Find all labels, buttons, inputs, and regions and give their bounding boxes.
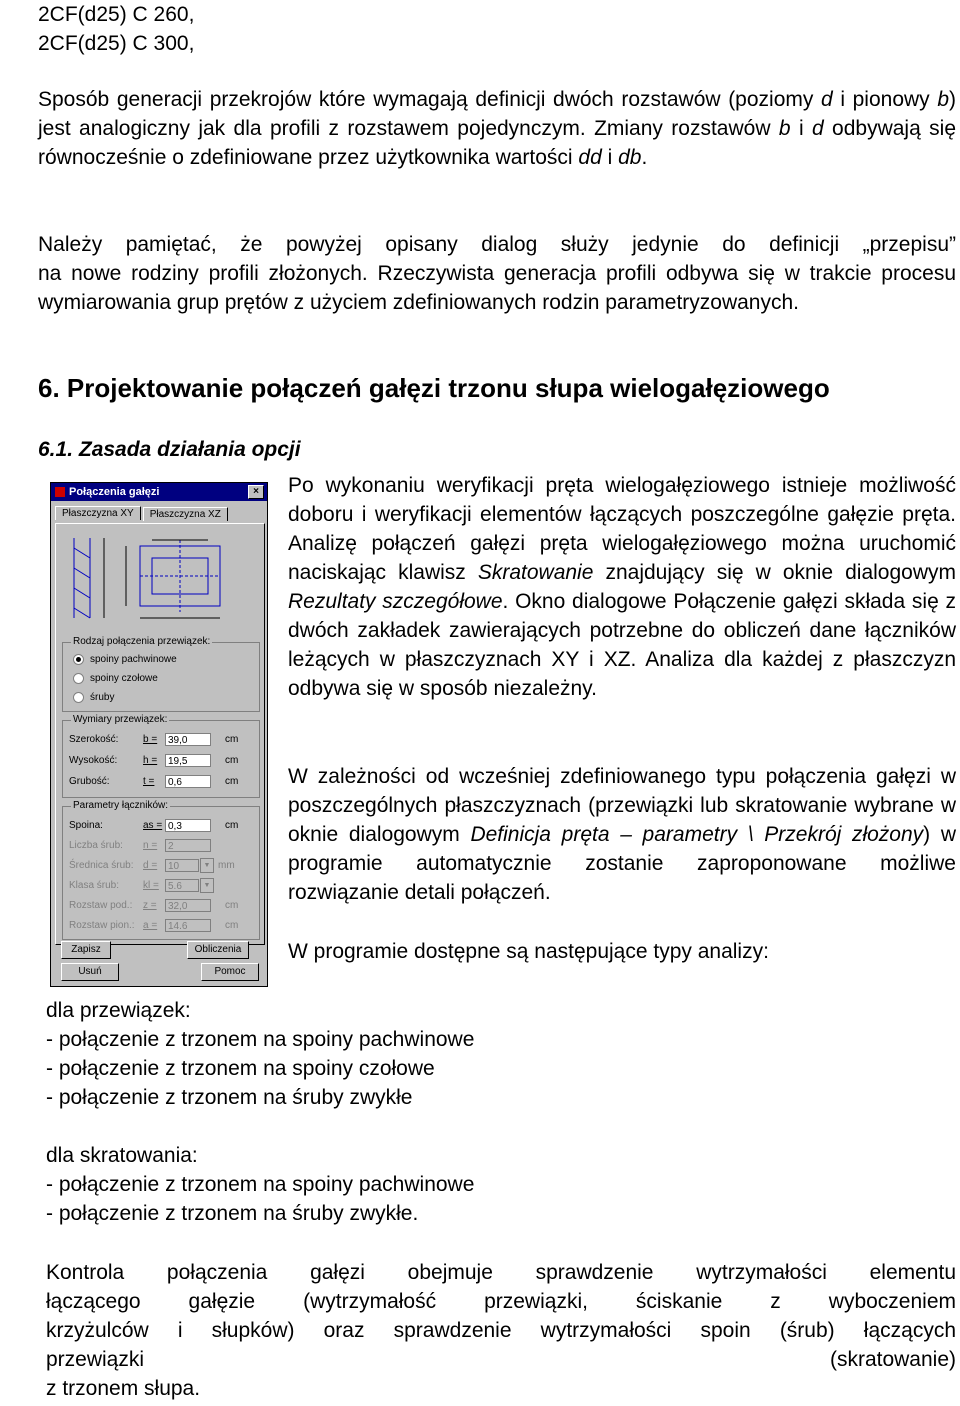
bolt-count-field[interactable]: 2 <box>165 839 211 852</box>
paragraph-spacing: Sposób generacji przekrojów które wymagają definicji dwóch rozstawów (poziomy d i pionowy b) jest analogiczny jak dla profili z rozstawem pojedynczym. Zmiany rozstawów b i d odbywają się równocześnie o zdefiniowane przez użytkownika wartości dd i db. <box>38 88 956 169</box>
list-item: - połączenie z trzonem na spoiny pachwinowe <box>46 1028 475 1051</box>
dims-group-title: Wymiary przewiązek: <box>73 714 168 725</box>
radio-label: śruby <box>90 691 115 703</box>
analysis-types-line: W programie dostępne są następujące typy analizy: <box>288 940 769 963</box>
calculations-button[interactable]: Obliczenia <box>187 941 249 959</box>
check-line: łączącego gałęzie (wytrzymałość przewiązki, ściskanie z wyboczeniem <box>46 1290 956 1313</box>
dimensions-group <box>62 714 260 798</box>
list-item: - połączenie z trzonem na śruby zwykłe. <box>46 1202 419 1225</box>
tab-xz[interactable]: Płaszczyzna XZ <box>143 507 228 521</box>
param-row-spacing-h: Rozstaw pod.: z = 32,0 cm <box>69 899 239 912</box>
help-button[interactable]: Pomoc <box>201 963 259 981</box>
connections-dialog <box>50 482 268 987</box>
dialog-titlebar <box>51 483 267 501</box>
param-row-bolt-count: Liczba śrub: n = 2 <box>69 837 253 853</box>
param-row-bolt-diameter: Średnica śrub: d = 10 ▼ mm <box>69 859 235 872</box>
check-line: z trzonem słupa. <box>46 1377 201 1400</box>
fasteners-group <box>62 800 260 940</box>
width-field[interactable]: 39,0 <box>165 733 211 746</box>
dim-row-thickness: Grubość: t = 0,6 cm <box>69 775 239 788</box>
radio-selected-icon <box>73 654 84 665</box>
spacing-v-field[interactable]: 14.6 <box>165 919 211 932</box>
radio-label: spoiny pachwinowe <box>90 653 177 665</box>
list-battens <box>46 996 474 1112</box>
tab-xy[interactable]: Płaszczyzna XY <box>55 506 141 520</box>
spacing-h-field[interactable]: 32,0 <box>165 899 211 912</box>
list-title: dla przewiązek: <box>46 999 191 1022</box>
chevron-down-icon[interactable]: ▼ <box>200 878 214 893</box>
weld-field[interactable]: 0,3 <box>165 819 211 832</box>
tab-panel <box>55 523 265 945</box>
radio-icon <box>73 673 84 684</box>
bolt-class-select[interactable]: 5.6 <box>165 879 199 892</box>
radio-fillet-welds[interactable] <box>73 651 177 667</box>
param-row-bolt-class: Klasa śrub: kl = 5.6 ▼ <box>69 877 253 893</box>
paragraph-note-line1: Należy pamiętać, że powyżej opisany dialog służy jedynie do definicji „przepisu” <box>38 233 956 256</box>
dialog-title: Połączenia gałęzi <box>69 486 160 498</box>
paragraph-note-rest: na nowe rodziny profili złożonych. Rzeczywista generacja profili odbywa się w trakcie procesu wymiarowania grup prętów z użyciem zdefiniowanych rodzin parametryzowanych. <box>38 262 956 314</box>
top-line-1: 2CF(d25) C 260, <box>38 3 195 26</box>
param-row-spacing-v: Rozstaw pion.: a = 14.6 cm <box>69 919 239 932</box>
radio-butt-welds[interactable] <box>73 670 158 686</box>
check-line: Kontrola połączenia gałęzi obejmuje sprawdzenie wytrzymałości elementu <box>46 1261 956 1284</box>
list-item: - połączenie z trzonem na spoiny czołowe <box>46 1057 435 1080</box>
radio-icon <box>73 692 84 703</box>
connection-type-group <box>62 636 260 712</box>
dim-row-height: Wysokość: h = 19,5 cm <box>69 754 239 767</box>
check-line: przewiązki (skratowanie) <box>46 1348 956 1371</box>
bolt-diameter-select[interactable]: 10 <box>165 859 199 872</box>
params-group-title: Parametry łączników: <box>73 800 169 811</box>
paragraph-check <box>46 1258 956 1403</box>
list-title: dla skratowania: <box>46 1144 198 1167</box>
section-drawing <box>60 528 260 628</box>
list-item: - połączenie z trzonem na śruby zwykłe <box>46 1086 413 1109</box>
check-line: krzyżulców i słupków) oraz sprawdzenie wytrzymałości spoin (śrub) łączących <box>46 1319 956 1342</box>
close-icon[interactable]: × <box>248 485 264 499</box>
thickness-field[interactable]: 0,6 <box>165 775 211 788</box>
top-line-2: 2CF(d25) C 300, <box>38 32 195 55</box>
delete-button[interactable]: Usuń <box>61 963 119 981</box>
dim-row-width: Szerokość: b = 39,0 cm <box>69 733 239 746</box>
save-button[interactable]: Zapisz <box>61 941 111 959</box>
connection-group-title: Rodzaj połączenia przewiązek: <box>73 636 211 647</box>
list-lacing <box>46 1141 474 1228</box>
section-heading: 6. Projektowanie połączeń gałęzi trzonu słupa wielogałęziowego <box>38 373 830 403</box>
height-field[interactable]: 19,5 <box>165 754 211 767</box>
list-item: - połączenie z trzonem na spoiny pachwinowe <box>46 1173 475 1196</box>
radio-label: spoiny czołowe <box>90 672 158 684</box>
radio-bolts[interactable] <box>73 689 114 705</box>
subsection-heading: 6.1. Zasada działania opcji <box>38 438 301 461</box>
chevron-down-icon[interactable]: ▼ <box>200 858 214 873</box>
paragraph-connection-types: W zależności od wcześniej zdefiniowanego typu połączenia gałęzi w poszczególnych płaszczyznach (przewiązki lub skratowanie wybrane w oknie dialogowym Definicja pręta – parametry \ Przekrój złożony) w programie automatycznie zostanie zaproponowane możliwe rozwiązanie detali połączeń. <box>288 765 957 904</box>
paragraph-connections-intro: Po wykonaniu weryfikacji pręta wielogałęziowego istnieje możliwość doboru i weryfikacji elementów łączących poszczególne gałęzie pręta. Analizę połączeń gałęzi pręta wielogałęziowego można uruchomić naciskając klawisz Skratowanie znajdujący się w oknie dialogowym Rezultaty szczegółowe. Okno dialogowe Połączenie gałęzi składa się z dwóch zakładek zawierających potrzebne do obliczeń dane łączników leżących w płaszczyznach XY i XZ. Analiza dla każdej z płaszczyzn odbywa się w sposób niezależny. <box>288 474 956 700</box>
dialog-tabs <box>55 507 230 521</box>
app-icon <box>55 487 65 497</box>
param-row-weld: Spoina: as = 0,3 cm <box>69 819 239 832</box>
